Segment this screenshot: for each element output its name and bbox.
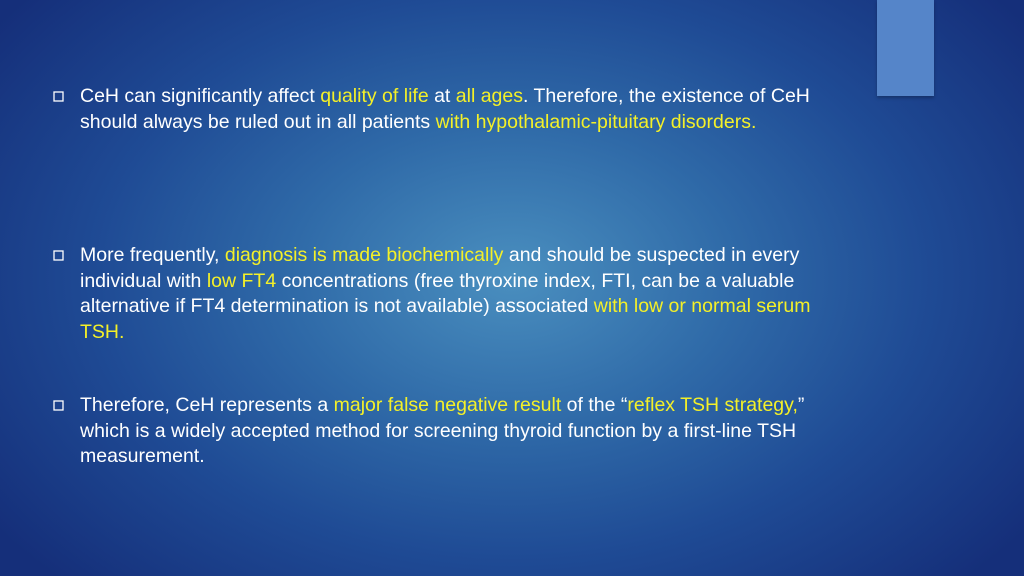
bullet-item-2 xyxy=(53,243,843,345)
bullet-1-text-a: CeH can significantly affect xyxy=(80,85,321,107)
bullet-3-highlight-reflex-tsh: reflex TSH strategy, xyxy=(627,394,798,416)
bullet-item-3 xyxy=(53,393,843,470)
bullet-3-text-b: of the “ xyxy=(561,394,628,416)
bullet-2-highlight-diagnosis: diagnosis is made biochemically xyxy=(224,244,504,266)
bullet-1-text-c: . Therefore, the existence of CeH should always be ruled out in all patients xyxy=(80,85,810,133)
bullet-2-highlight-low-ft4: low FT4 xyxy=(206,269,277,292)
bullet-1-text-b: at xyxy=(428,85,456,107)
bullet-2-highlight-serum-tsh: with low or normal serum TSH. xyxy=(80,295,811,343)
bullet-2-text-a: More frequently, xyxy=(80,244,225,266)
bullet-1-highlight-all-ages: all ages xyxy=(455,85,523,107)
bullet-1-highlight-quality-of-life: quality of life xyxy=(320,85,429,107)
hollow-square-bullet-icon xyxy=(53,400,80,411)
bullet-text-3 xyxy=(80,393,843,470)
bullet-text-2 xyxy=(80,243,843,345)
bullet-item-1 xyxy=(53,84,843,135)
bullet-1-highlight-hypothalamic: with hypothalamic-pituitary disorders. xyxy=(435,110,757,133)
accent-bar xyxy=(877,0,934,96)
bullet-3-text-c: ” which is a widely accepted method for screening thyroid function by a first-line TSH measurement. xyxy=(80,394,805,467)
hollow-square-bullet-icon xyxy=(53,250,80,261)
bullet-2-text-c: concentrations (free thyroxine index, FTI, can be a valuable alternative if FT4 determination is not available) associated xyxy=(80,269,795,317)
bullet-text-1 xyxy=(80,84,843,135)
hollow-square-bullet-icon xyxy=(53,91,80,102)
bullet-3-highlight-false-negative: major false negative result xyxy=(333,394,562,416)
bullet-2-text-b: and should be suspected in every individual with xyxy=(80,244,800,292)
bullet-3-text-a: Therefore, CeH represents a xyxy=(80,394,334,416)
